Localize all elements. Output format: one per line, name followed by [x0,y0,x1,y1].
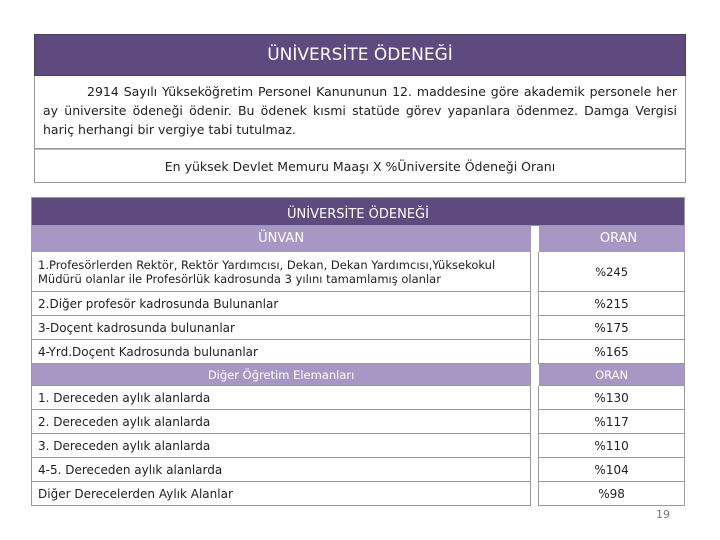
page-title-text: ÜNİVERSİTE ÖDENEĞİ [267,45,453,65]
page-title [34,34,686,76]
subsection-header-row [32,364,685,386]
row-rate: %110 [539,434,685,458]
table-caption: ÜNİVERSİTE ÖDENEĞİ [32,198,685,226]
page-number: 19 [656,508,670,521]
row-title: 1.Profesörlerden Rektör, Rektör Yardımcısı, Dekan, Dekan Yardımcısı,Yüksekokul Müdürü olanlar ile Profesörlük kadrosunda 3 yılını tamamlamış olanlar [32,252,531,292]
row-rate: %165 [539,340,685,364]
row-title: 3. Dereceden aylık alanlarda [32,434,531,458]
row-rate: %117 [539,410,685,434]
table-row [32,410,685,434]
column-header-rate: ORAN [539,226,685,252]
row-title: 4-5. Dereceden aylık alanlarda [32,458,531,482]
subsection-rate-header: ORAN [539,364,685,386]
row-rate: %215 [539,292,685,316]
row-rate: %98 [539,482,685,506]
table-row [32,458,685,482]
table-caption-row [32,198,685,226]
row-rate: %175 [539,316,685,340]
row-title: 3-Doçent kadrosunda bulunanlar [32,316,531,340]
table-row [32,252,685,292]
table-row [32,434,685,458]
table-header-row [32,226,685,252]
formula-label: En yüksek Devlet Memuru Maaşı X %Üniversite Ödeneği Oranı [164,158,556,174]
subsection-title: Diğer Öğretim Elemanları [32,364,531,386]
description-paragraph: 2914 Sayılı Yükseköğretim Personel Kanununun 12. maddesine göre akademik personele her ay üniversite ödeneği ödenir. Bu ödenek kısmi statüde görev yapanlara ödenmez. Damga Vergisi hariç herhangi bir vergiye tabi tutulmaz. [34,76,686,149]
row-title: 1. Dereceden aylık alanlarda [32,386,531,410]
table-row [32,316,685,340]
table-row [32,340,685,364]
table-row [32,386,685,410]
row-title: Diğer Derecelerden Aylık Alanlar [32,482,531,506]
row-rate: %245 [539,252,685,292]
formula-text [34,149,686,183]
column-header-title: ÜNVAN [32,226,531,252]
row-rate: %130 [539,386,685,410]
row-title: 2. Dereceden aylık alanlarda [32,410,531,434]
row-title: 4-Yrd.Doçent Kadrosunda bulunanlar [32,340,531,364]
row-title: 2.Diğer profesör kadrosunda Bulunanlar [32,292,531,316]
table-row [32,482,685,506]
row-rate: %104 [539,458,685,482]
table-row [32,292,685,316]
allowance-table [31,197,685,506]
